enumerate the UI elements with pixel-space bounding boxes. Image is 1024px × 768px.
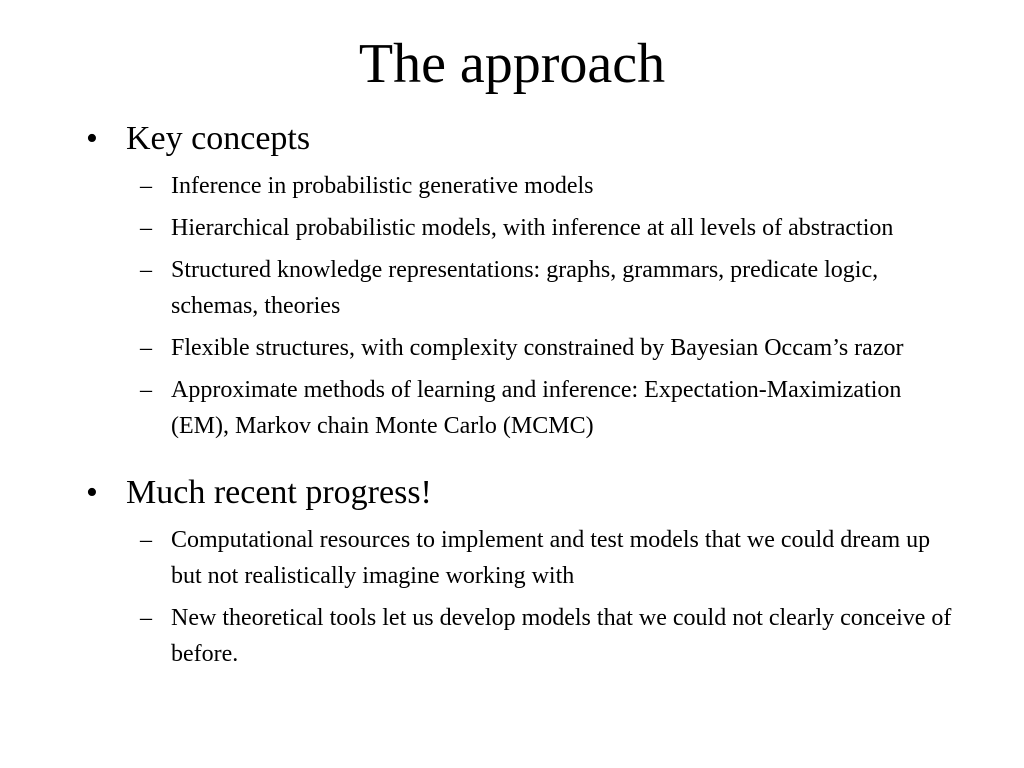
bullet-item — [0, 470, 1024, 518]
dash-icon: – — [140, 527, 152, 553]
bullet-dot-icon: • — [86, 120, 98, 157]
sub-bullet-text: New theoretical tools let us develop models that we could not clearly conceive of before. — [171, 605, 952, 667]
sub-bullet-text: Structured knowledge representations: graphs, grammars, predicate logic, schemas, theories — [171, 257, 879, 319]
sub-bullet-item — [0, 210, 1024, 246]
sub-bullet-item — [0, 522, 1024, 594]
bullet-heading: Key concepts — [126, 120, 311, 157]
dash-icon: – — [140, 605, 152, 631]
sub-bullet-text: Computational resources to implement and test models that we could dream up but not realistically imagine working with — [171, 527, 931, 589]
dash-icon: – — [140, 257, 152, 283]
sub-bullet-list — [0, 168, 1024, 444]
sub-bullet-text: Hierarchical probabilistic models, with inference at all levels of abstraction — [171, 215, 894, 241]
sub-bullet-text: Flexible structures, with complexity constrained by Bayesian Occam’s razor — [171, 335, 904, 361]
sub-bullet-item — [0, 330, 1024, 366]
dash-icon: – — [140, 173, 152, 199]
dash-icon: – — [140, 377, 152, 403]
bullet-heading: Much recent progress! — [126, 474, 432, 511]
sub-bullet-item — [0, 168, 1024, 204]
dash-icon: – — [140, 215, 152, 241]
bullet-section-recent-progress — [0, 470, 1024, 672]
bullet-dot-icon: • — [86, 474, 98, 511]
sub-bullet-item — [0, 372, 1024, 444]
slide-title: The approach — [358, 33, 666, 95]
sub-bullet-text: Approximate methods of learning and inference: Expectation-Maximization (EM), Markov chain Monte Carlo (MCMC) — [171, 377, 902, 439]
dash-icon: – — [140, 335, 152, 361]
bullet-section-key-concepts — [0, 116, 1024, 444]
sub-bullet-list — [0, 522, 1024, 672]
bullet-item — [0, 116, 1024, 164]
sub-bullet-text: Inference in probabilistic generative models — [171, 173, 594, 199]
sub-bullet-item — [0, 252, 1024, 324]
sub-bullet-item — [0, 600, 1024, 672]
slide-content — [0, 116, 1024, 678]
